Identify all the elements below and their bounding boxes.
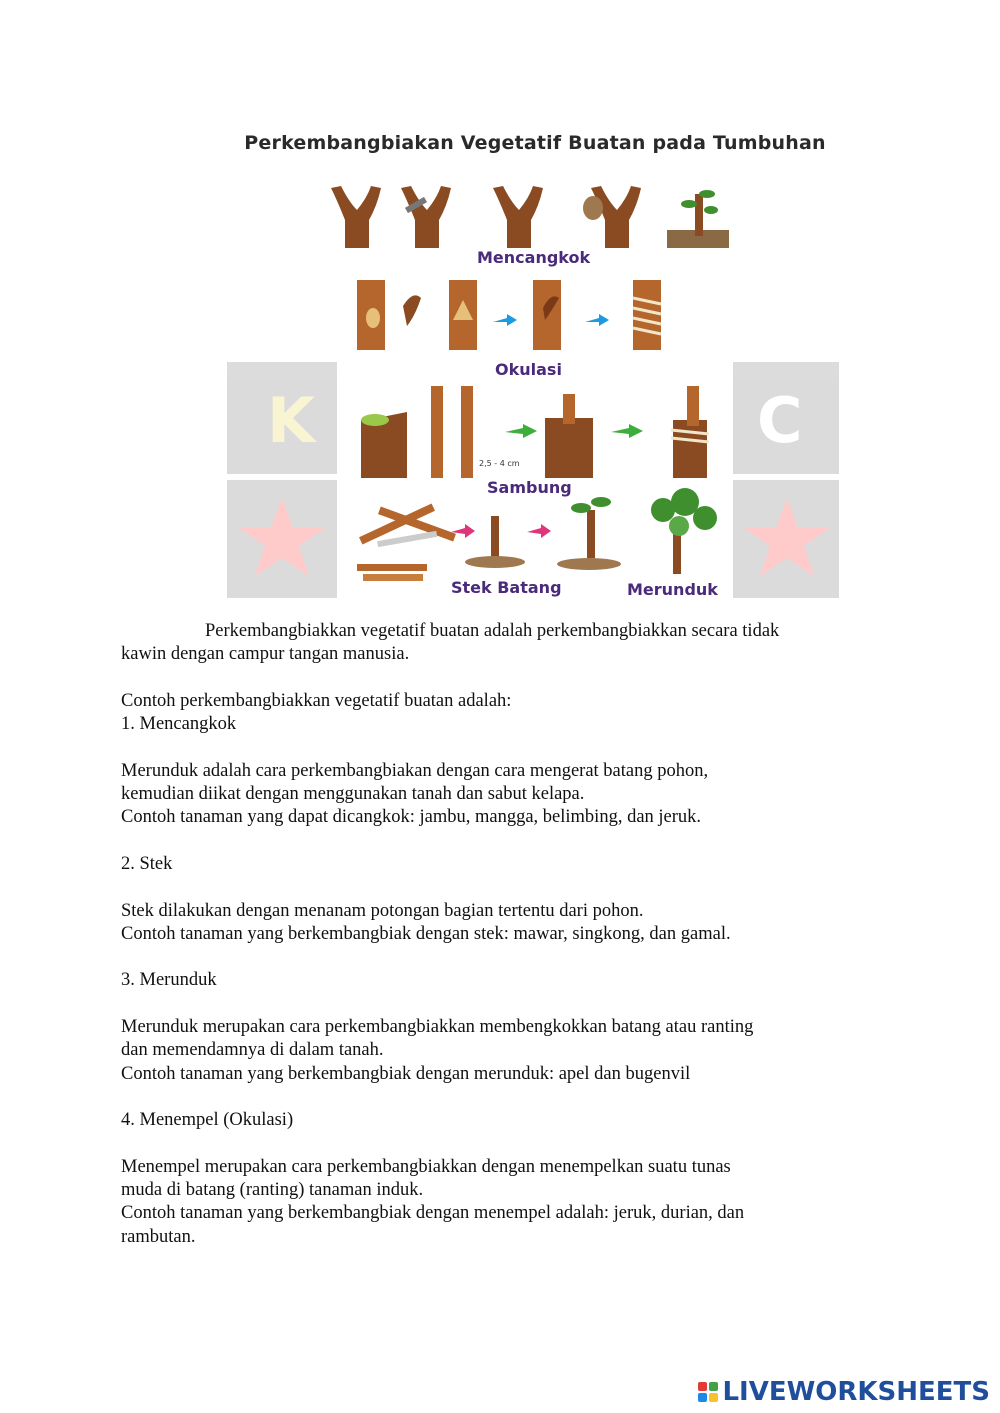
liveworksheets-logo bbox=[698, 1377, 990, 1407]
item-4-desc-1: Menempel merupakan cara perkembangbiakkan dengan menempelkan suatu tunas bbox=[121, 1156, 731, 1177]
item-3-desc-1: Merunduk merupakan cara perkembangbiakkan membengkokkan batang atau ranting bbox=[121, 1017, 754, 1038]
label-sambung: Sambung bbox=[487, 478, 572, 497]
item-4-desc-2: muda di batang (ranting) tanaman induk. bbox=[121, 1180, 424, 1201]
svg-text:K: K bbox=[267, 384, 316, 457]
item-4-title: 4. Menempel (Okulasi) bbox=[121, 1110, 294, 1131]
item-1-example: Contoh tanaman yang dapat dicangkok: jambu, mangga, belimbing, dan jeruk. bbox=[121, 807, 702, 828]
label-merunduk: Merunduk bbox=[627, 580, 718, 599]
intro-line-2: kawin dengan campur tangan manusia. bbox=[121, 644, 410, 665]
mencangkok-row bbox=[331, 186, 729, 248]
item-4-example-1: Contoh tanaman yang berkembangbiak dengan menempel adalah: jeruk, durian, dan bbox=[121, 1203, 745, 1224]
document-body bbox=[121, 620, 841, 1249]
item-1-desc-2: kemudian diikat dengan menggunakan tanah dan sabut kelapa. bbox=[121, 784, 585, 805]
item-3-example: Contoh tanaman yang berkembangbiak dengan merunduk: apel dan bugenvil bbox=[121, 1063, 691, 1084]
item-1-title: 1. Mencangkok bbox=[121, 714, 237, 735]
label-mencangkok: Mencangkok bbox=[477, 248, 591, 267]
svg-text:C: C bbox=[757, 384, 803, 457]
examples-heading: Contoh perkembangbiakkan vegetatif buatan adalah: bbox=[121, 690, 512, 711]
item-2-desc: Stek dilakukan dengan menanam potongan bagian tertentu dari pohon. bbox=[121, 900, 644, 921]
item-1-desc-1: Merunduk adalah cara perkembangbiakan dengan cara mengerat batang pohon, bbox=[121, 760, 709, 781]
page-title: Perkembangbiakan Vegetatif Buatan pada Tumbuhan bbox=[244, 132, 826, 154]
sambung-row bbox=[361, 386, 709, 478]
label-stek-batang: Stek Batang bbox=[451, 578, 562, 597]
item-2-example: Contoh tanaman yang berkembangbiak dengan stek: mawar, singkong, dan gamal. bbox=[121, 923, 731, 944]
stek-merunduk-row bbox=[357, 488, 717, 581]
liveworksheets-logo-text: LIVEWORKSHEETS bbox=[722, 1377, 990, 1407]
measure-label: 2,5 - 4 cm bbox=[479, 459, 520, 468]
liveworksheets-logo-icon bbox=[698, 1382, 718, 1402]
okulasi-row bbox=[357, 280, 661, 350]
vegetative-propagation-illustration bbox=[227, 180, 845, 604]
intro-line-1: Perkembangbiakkan vegetatif buatan adalah perkembangbiakkan secara tidak bbox=[205, 621, 780, 641]
item-3-title: 3. Merunduk bbox=[121, 970, 217, 991]
label-okulasi: Okulasi bbox=[495, 360, 562, 379]
item-3-desc-2: dan memendamnya di dalam tanah. bbox=[121, 1040, 384, 1061]
item-2-title: 2. Stek bbox=[121, 853, 173, 874]
item-4-example-2: rambutan. bbox=[121, 1226, 196, 1247]
